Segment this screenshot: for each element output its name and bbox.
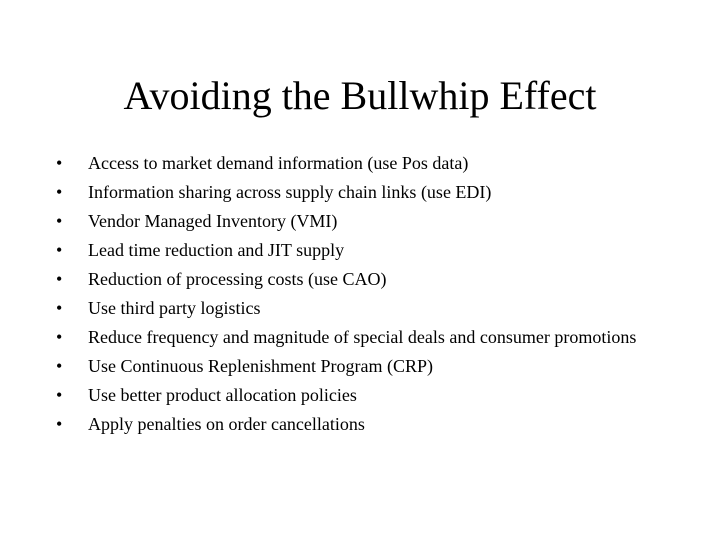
bullet-text: Apply penalties on order cancellations <box>88 414 365 434</box>
bullet-text: Reduction of processing costs (use CAO) <box>88 269 387 289</box>
bullet-item <box>56 268 656 290</box>
bullet-dot-icon: • <box>56 269 63 289</box>
bullet-text: Lead time reduction and JIT supply <box>88 240 345 260</box>
bullet-item <box>56 413 656 435</box>
bullet-dot-icon: • <box>56 385 63 405</box>
bullet-text: Use Continuous Replenishment Program (CRP) <box>88 356 433 376</box>
bullet-item <box>56 181 656 203</box>
bullet-text: Reduce frequency and magnitude of special deals and consumer promotions <box>88 327 637 347</box>
bullet-item <box>56 326 656 348</box>
bullet-item <box>56 210 656 232</box>
bullet-item <box>56 297 656 319</box>
bullet-dot-icon: • <box>56 298 63 318</box>
bullet-item <box>56 239 656 261</box>
bullet-dot-icon: • <box>56 240 63 260</box>
bullet-item <box>56 355 656 377</box>
bullet-list <box>56 152 656 442</box>
bullet-dot-icon: • <box>56 414 63 434</box>
bullet-dot-icon: • <box>56 153 63 173</box>
bullet-item <box>56 384 656 406</box>
bullet-dot-icon: • <box>56 327 63 347</box>
bullet-text: Use third party logistics <box>88 298 261 318</box>
bullet-text: Access to market demand information (use Pos data) <box>88 153 469 173</box>
slide-title: Avoiding the Bullwhip Effect <box>123 73 597 118</box>
bullet-text: Vendor Managed Inventory (VMI) <box>88 211 338 231</box>
bullet-dot-icon: • <box>56 211 63 231</box>
bullet-text: Use better product allocation policies <box>88 385 357 405</box>
bullet-dot-icon: • <box>56 182 63 202</box>
bullet-text: Information sharing across supply chain links (use EDI) <box>88 182 492 202</box>
bullet-item <box>56 152 656 174</box>
bullet-dot-icon: • <box>56 356 63 376</box>
